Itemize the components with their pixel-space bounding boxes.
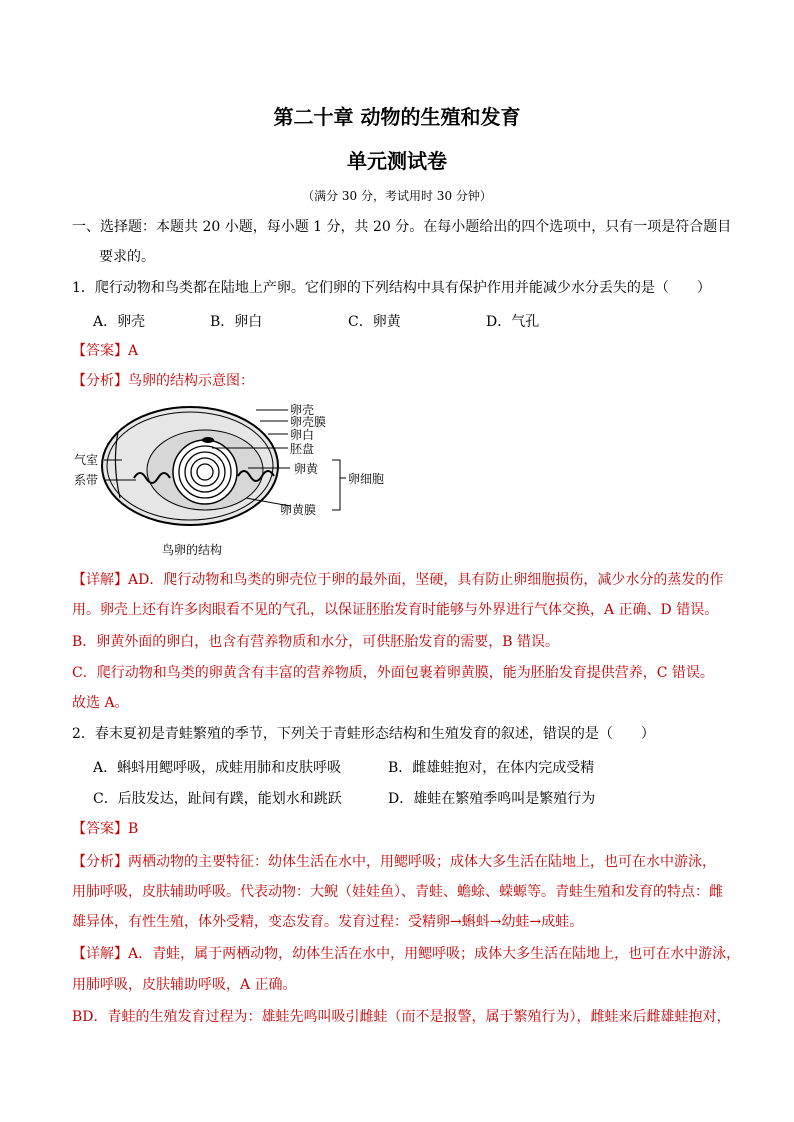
label-chalaza: 系带	[74, 473, 99, 487]
page-subtitle: 单元测试卷	[347, 149, 447, 173]
exam-meta: （满分 30 分，考试用时 30 分钟）	[302, 189, 492, 203]
q2-detail-line-2: 用肺呼吸，皮肤辅助呼吸，A 正确。	[72, 977, 297, 993]
egg-figure	[102, 407, 278, 525]
q1-option-a[interactable]: A．卵壳	[93, 314, 146, 330]
q1-detail-line-1: 【详解】AD．爬行动物和鸟类的卵壳位于卵的最外面，坚硬，具有防止卵细胞损伤，减少水分的蒸发的作	[72, 572, 724, 588]
q1-option-b[interactable]: B．卵白	[210, 314, 263, 330]
q1-option-c[interactable]: C．卵黄	[348, 314, 401, 330]
q1-analysis: 【分析】鸟卵的结构示意图：	[72, 373, 254, 389]
bird-egg-structure-diagram	[60, 398, 400, 563]
section-heading: 一、选择题：本题共 20 小题，每小题 1 分，共 20 分。在每小题给出的四个选项中，只有一项是符合题目	[72, 219, 732, 235]
label-germinal-disc: 胚盘	[290, 442, 315, 456]
q1-detail-line-5: 故选 A。	[72, 695, 129, 711]
q2-analysis-line-3: 雄异体，有性生殖，体外受精，变态发育。发育过程：受精卵→蝌蚪→幼蛙→成蛙。	[72, 914, 584, 930]
question-1-stem: 1．爬行动物和鸟类都在陆地上产卵。它们卵的下列结构中具有保护作用并能减少水分丢失的是（ ）	[72, 280, 711, 296]
q1-detail-line-4: C．爬行动物和鸟类的卵黄含有丰富的营养物质，外面包裹着卵黄膜，能为胚胎发育提供营养，C 错误。	[72, 665, 714, 681]
q1-answer: 【答案】A	[72, 343, 139, 359]
q1-detail-line-3: B．卵黄外面的卵白，也含有营养物质和水分，可供胚胎发育的需要，B 错误。	[72, 634, 560, 650]
q2-analysis-line-1: 【分析】两栖动物的主要特征：幼体生活在水中，用鳃呼吸；成体大多生活在陆地上，也可在水中游泳，	[72, 854, 716, 870]
label-yolk: 卵黄	[294, 462, 319, 476]
q2-analysis-line-2: 用肺呼吸，皮肤辅助呼吸。代表动物：大鲵（娃娃鱼）、青蛙、蟾蜍、蝾螈等。青蛙生殖和发育的特点：雌	[72, 884, 723, 900]
label-egg-cell: 卵细胞	[348, 472, 385, 486]
q2-answer: 【答案】B	[72, 821, 139, 837]
page-title: 第二十章 动物的生殖和发育	[273, 105, 521, 129]
label-air-cell: 气室	[74, 453, 99, 467]
q2-detail-line-3: BD．青蛙的生殖发育过程为：雄蛙先鸣叫吸引雌蛙（而不是报警，属于繁殖行为），雌蛙来后雌雄蛙抱对，	[72, 1009, 731, 1025]
q2-option-d[interactable]: D．雄蛙在繁殖季鸣叫是繁殖行为	[388, 791, 596, 807]
q2-option-a[interactable]: A．蝌蚪用鳃呼吸，成蛙用肺和皮肤呼吸	[93, 760, 342, 776]
q2-option-b[interactable]: B．雌雄蛙抱对，在体内完成受精	[388, 760, 595, 776]
q1-detail-line-2: 用。卵壳上还有许多肉眼看不见的气孔，以保证胚胎发育时能够与外界进行气体交换，A 正确、D 错误。	[72, 602, 719, 618]
label-albumen: 卵白	[290, 428, 315, 442]
label-yolk-membrane: 卵黄膜	[280, 503, 317, 517]
question-2-stem: 2．春末夏初是青蛙繁殖的季节，下列关于青蛙形态结构和生殖发育的叙述，错误的是（ ）	[72, 726, 655, 742]
q1-option-d[interactable]: D．气孔	[486, 314, 540, 330]
q2-option-c[interactable]: C．后肢发达，趾间有蹼，能划水和跳跃	[93, 791, 342, 807]
q2-detail-line-1: 【详解】A．青蛙，属于两栖动物，幼体生活在水中，用鳃呼吸；成体大多生活在陆地上，也可在水中游泳，	[72, 946, 741, 962]
diagram-caption: 鸟卵的结构	[162, 543, 223, 557]
label-shell-membrane: 卵壳膜	[290, 415, 327, 429]
label-shell: 卵壳	[290, 403, 315, 417]
section-heading-cont: 要求的。	[99, 249, 155, 265]
